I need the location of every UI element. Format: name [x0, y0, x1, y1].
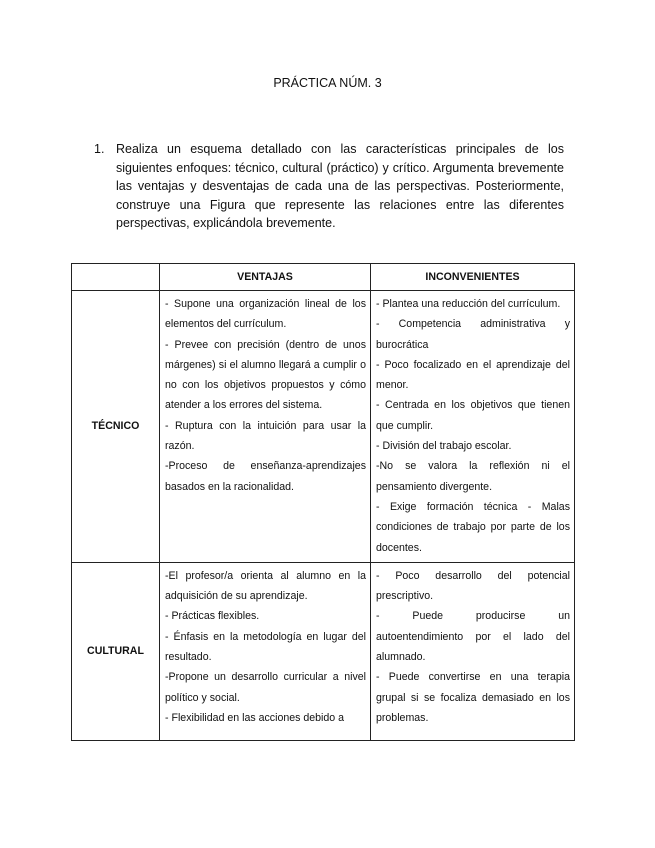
list-item: - Puede convertirse en una terapia grupal si se focaliza demasiado en los problemas.: [376, 671, 570, 724]
row-label-cultural: CULTURAL: [72, 562, 160, 740]
header-empty: [72, 264, 160, 291]
cell-clip: [165, 566, 366, 736]
list-item: - Centrada en los objetivos que tienen que cumplir.: [376, 399, 570, 432]
list-item: - Puede producirse un autoentendimiento por el lado del alumnado.: [376, 610, 570, 664]
question-1: [94, 140, 564, 233]
list-item: -No se valora la reflexión ni el pensamiento divergente.: [376, 460, 570, 493]
table-row-tecnico: [72, 291, 575, 563]
cell-cultural-inconvenientes: [371, 562, 575, 740]
list-item: -El profesor/a orienta al alumno en la adquisición de su aprendizaje.: [165, 569, 366, 603]
cell-tecnico-ventajas: [160, 291, 371, 563]
list-item: -Propone un desarrollo curricular a nivel político y social.: [165, 671, 366, 704]
list-item: - Competencia administrativa y burocrática: [376, 318, 570, 351]
list-item: - Supone una organización lineal de los elementos del currículum.: [165, 298, 366, 331]
list-item: - Exige formación técnica - Malas condiciones de trabajo por parte de los docentes.: [376, 500, 570, 554]
list-item: - Ruptura con la intuición para usar la razón.: [165, 419, 366, 453]
list-item: - Plantea una reducción del currículum.: [376, 298, 561, 310]
list-item: - Flexibilidad en las acciones debido a: [165, 711, 345, 724]
question-number: 1.: [94, 142, 105, 156]
cell-tecnico-inconvenientes: [371, 291, 575, 563]
list-item: -Proceso de enseñanza-aprendizajes basados en la racionalidad.: [165, 460, 366, 493]
row-label-tecnico: TÉCNICO: [72, 291, 160, 563]
list-item: - Énfasis en la metodología en lugar del resultado.: [165, 630, 366, 664]
cell-clip: [376, 566, 570, 736]
cell-cultural-ventajas: [160, 562, 371, 740]
list-item: - Prevee con precisión (dentro de unos márgenes) si el alumno llegará a cumplir o no con los objetivos propuestos y cómo atender a los errores del sistema.: [165, 338, 366, 412]
table-row-cultural: [72, 562, 575, 740]
header-inconvenientes: INCONVENIENTES: [371, 264, 575, 291]
header-ventajas: VENTAJAS: [160, 264, 371, 291]
list-item: - Prácticas flexibles.: [165, 610, 260, 623]
question-text: Realiza un esquema detallado con las características principales de los siguientes enfoques: técnico, cultural (práctico) y crítico. Argumenta brevemente las ventajas y desventajas de cada una de las perspectivas. Posteriormente, construye una Figura que represente las relaciones entre las diferentes perspectivas, explicándola brevemente.: [116, 142, 564, 230]
page-title: PRÁCTICA NÚM. 3: [273, 76, 382, 90]
comparison-table: [71, 263, 575, 741]
list-item: - Poco focalizado en el aprendizaje del menor.: [376, 358, 570, 392]
list-item: - Poco desarrollo del potencial prescriptivo.: [376, 569, 570, 603]
table-header-row: [72, 264, 575, 291]
list-item: - División del trabajo escolar.: [376, 440, 512, 453]
